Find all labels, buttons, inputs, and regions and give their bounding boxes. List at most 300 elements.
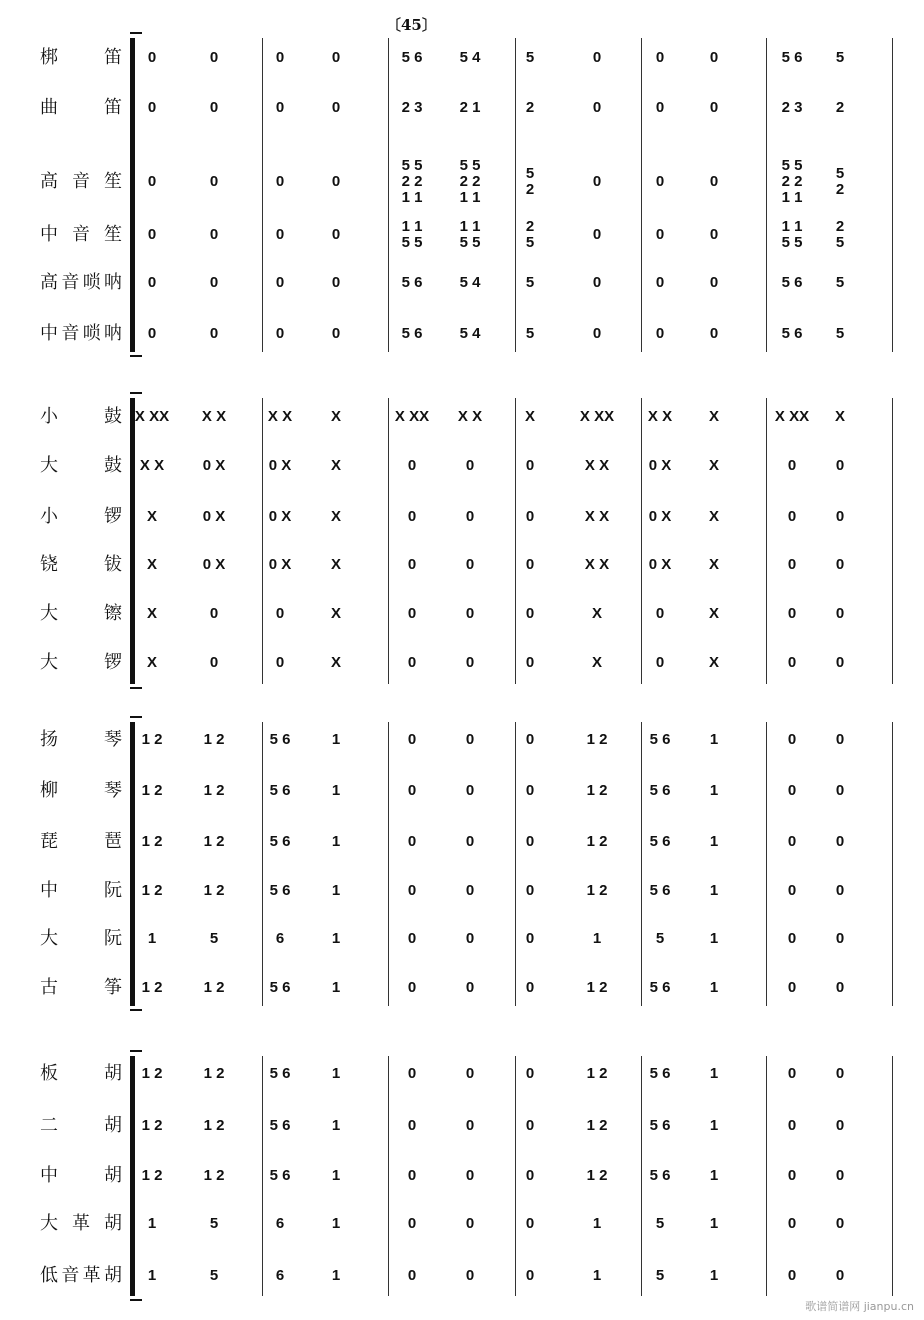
note: 5 6 xyxy=(781,49,803,66)
note: 5 xyxy=(655,930,665,947)
note: 0 xyxy=(407,930,417,947)
barline xyxy=(515,722,516,1006)
note: 0 xyxy=(655,49,665,66)
note: 0 xyxy=(787,882,797,899)
note: 0 xyxy=(592,99,602,116)
note: 5 6 xyxy=(269,731,291,748)
note: 0 xyxy=(835,457,845,474)
note: 0 xyxy=(709,226,719,243)
bracket-cap-top xyxy=(130,1050,142,1055)
barline xyxy=(262,398,263,684)
note: 0 xyxy=(407,731,417,748)
note: 0 xyxy=(407,508,417,525)
note: 5 xyxy=(525,325,535,342)
note: 0 xyxy=(787,731,797,748)
note: 0 xyxy=(835,782,845,799)
note: 0 xyxy=(465,1267,475,1284)
note: 0 xyxy=(525,731,535,748)
note: 5 2 xyxy=(835,165,845,198)
note: 0 xyxy=(407,1215,417,1232)
note: X xyxy=(330,508,341,525)
note: 1 xyxy=(147,930,157,947)
note: X X xyxy=(457,408,483,425)
bracket-cap-bottom xyxy=(130,355,142,360)
note: 2 xyxy=(835,99,845,116)
note: 0 xyxy=(835,508,845,525)
note: 1 2 xyxy=(586,882,608,899)
note: 0 xyxy=(275,99,285,116)
note: 0 xyxy=(787,1167,797,1184)
note: 0 X xyxy=(202,457,226,474)
barline xyxy=(766,38,767,352)
note: 0 xyxy=(407,782,417,799)
watermark: 歌谱简谱网 jianpu.cn xyxy=(805,1300,914,1313)
note: 0 xyxy=(525,508,535,525)
note: 0 xyxy=(525,979,535,996)
note: 2 1 xyxy=(459,99,481,116)
note: 0 xyxy=(209,173,219,190)
note: 5 6 xyxy=(401,325,423,342)
note: 1 xyxy=(709,1167,719,1184)
note: 5 6 xyxy=(269,833,291,850)
note: X xyxy=(330,654,341,671)
note: 2 5 xyxy=(835,218,845,251)
note: 0 xyxy=(525,1065,535,1082)
note: 0 xyxy=(465,833,475,850)
instrument-label: 曲 笛 xyxy=(40,97,122,118)
note: 1 xyxy=(709,1117,719,1134)
note: 0 xyxy=(465,930,475,947)
note: 0 xyxy=(465,556,475,573)
note: 0 xyxy=(147,274,157,291)
note: 0 xyxy=(835,882,845,899)
note: 0 xyxy=(407,1167,417,1184)
note: 0 xyxy=(465,1167,475,1184)
note: 2 5 xyxy=(525,218,535,251)
note: 0 xyxy=(835,731,845,748)
note: 1 2 xyxy=(203,731,225,748)
note: 1 1 5 5 xyxy=(781,218,803,251)
note: 5 xyxy=(655,1215,665,1232)
note: 0 xyxy=(465,1215,475,1232)
note: 0 xyxy=(787,1117,797,1134)
instrument-label: 柳 琴 xyxy=(40,780,122,801)
note: 0 xyxy=(592,49,602,66)
note: 5 6 xyxy=(649,882,671,899)
note: 0 xyxy=(147,226,157,243)
note: 1 1 5 5 xyxy=(459,218,481,251)
note: 0 xyxy=(407,979,417,996)
note: 1 2 xyxy=(203,1065,225,1082)
note: 1 2 xyxy=(586,833,608,850)
note: 0 xyxy=(407,556,417,573)
note: 0 xyxy=(709,274,719,291)
note: X xyxy=(708,654,719,671)
note: 1 xyxy=(592,930,602,947)
note: 0 xyxy=(465,508,475,525)
barline xyxy=(641,398,642,684)
note: 0 xyxy=(465,979,475,996)
note: 1 1 5 5 xyxy=(401,218,423,251)
note: X xyxy=(330,605,341,622)
instrument-label: 扬 琴 xyxy=(40,729,122,750)
note: 0 xyxy=(525,782,535,799)
note: X xyxy=(146,508,157,525)
note: 0 X xyxy=(268,508,292,525)
note: 1 2 xyxy=(586,1065,608,1082)
note: 5 6 xyxy=(401,49,423,66)
note: 6 xyxy=(275,1215,285,1232)
instrument-label: 小 锣 xyxy=(40,506,122,527)
note: 5 6 xyxy=(649,1117,671,1134)
note: 1 xyxy=(709,930,719,947)
note: 0 xyxy=(525,1267,535,1284)
note: 6 xyxy=(275,930,285,947)
bracket-cap-top xyxy=(130,716,142,721)
note: 0 xyxy=(835,1167,845,1184)
bracket-cap-top xyxy=(130,32,142,37)
note: 1 2 xyxy=(586,979,608,996)
note: 0 xyxy=(275,654,285,671)
instrument-label: 大 锣 xyxy=(40,652,122,673)
note: 1 2 xyxy=(586,1167,608,1184)
note: 5 6 xyxy=(649,979,671,996)
barline xyxy=(892,38,893,352)
barline xyxy=(892,722,893,1006)
note: 5 6 xyxy=(649,1065,671,1082)
note: 5 5 2 2 1 1 xyxy=(401,157,423,206)
note: 0 xyxy=(331,49,341,66)
note: 0 xyxy=(407,1117,417,1134)
note: 1 xyxy=(709,1267,719,1284)
barline xyxy=(766,398,767,684)
note: 0 xyxy=(835,1065,845,1082)
barline xyxy=(388,38,389,352)
note: 0 xyxy=(787,1267,797,1284)
note: 5 5 2 2 1 1 xyxy=(459,157,481,206)
instrument-label: 二 胡 xyxy=(40,1115,122,1136)
note: 1 xyxy=(331,782,341,799)
note: X xyxy=(591,654,602,671)
note: X xyxy=(708,508,719,525)
barline xyxy=(892,398,893,684)
note: 0 xyxy=(525,882,535,899)
note: 1 xyxy=(331,1065,341,1082)
note: 5 xyxy=(209,1267,219,1284)
group-bracket xyxy=(130,398,135,684)
note: 0 xyxy=(835,979,845,996)
note: 0 xyxy=(525,1215,535,1232)
note: 0 X xyxy=(268,457,292,474)
note: 1 xyxy=(709,731,719,748)
note: 5 5 2 2 1 1 xyxy=(781,157,803,206)
note: 5 6 xyxy=(269,979,291,996)
note: 1 xyxy=(709,833,719,850)
note: 0 xyxy=(525,1117,535,1134)
note: X XX xyxy=(134,408,170,425)
instrument-label: 大 镲 xyxy=(40,603,122,624)
note: 0 xyxy=(655,654,665,671)
note: 0 xyxy=(209,654,219,671)
note: 0 xyxy=(525,930,535,947)
note: X X xyxy=(584,556,610,573)
note: 0 X xyxy=(202,556,226,573)
note: 0 xyxy=(787,457,797,474)
note: 0 xyxy=(787,782,797,799)
note: X X xyxy=(139,457,165,474)
note: 5 6 xyxy=(649,782,671,799)
note: X xyxy=(330,556,341,573)
instrument-label: 梆 笛 xyxy=(40,47,122,68)
note: 1 xyxy=(331,1215,341,1232)
barline xyxy=(641,722,642,1006)
note: 5 xyxy=(525,274,535,291)
note: X xyxy=(146,605,157,622)
note: X xyxy=(834,408,845,425)
note: 1 xyxy=(331,1117,341,1134)
note: 5 6 xyxy=(401,274,423,291)
note: 5 6 xyxy=(269,1065,291,1082)
note: 0 X xyxy=(202,508,226,525)
note: 0 xyxy=(835,930,845,947)
note: 0 xyxy=(209,274,219,291)
note: X xyxy=(146,556,157,573)
note: 0 xyxy=(275,226,285,243)
instrument-label: 古 筝 xyxy=(40,977,122,998)
note: 0 xyxy=(147,99,157,116)
note: 0 xyxy=(525,605,535,622)
note: 5 6 xyxy=(649,731,671,748)
note: 0 xyxy=(331,274,341,291)
note: 5 xyxy=(835,49,845,66)
note: 0 xyxy=(525,833,535,850)
note: 0 xyxy=(709,325,719,342)
note: 1 2 xyxy=(141,782,163,799)
note: 0 xyxy=(331,325,341,342)
note: 5 4 xyxy=(459,49,481,66)
note: 0 xyxy=(655,274,665,291)
note: 0 xyxy=(407,833,417,850)
note: 5 6 xyxy=(649,833,671,850)
note: 1 2 xyxy=(203,882,225,899)
note: 5 6 xyxy=(781,274,803,291)
note: 1 2 xyxy=(141,882,163,899)
instrument-label: 铙 钹 xyxy=(40,554,122,575)
note: 0 xyxy=(465,782,475,799)
note: 0 xyxy=(592,325,602,342)
note: 1 xyxy=(709,1215,719,1232)
note: 0 xyxy=(655,173,665,190)
note: 5 xyxy=(525,49,535,66)
note: 5 4 xyxy=(459,325,481,342)
note: 1 xyxy=(331,833,341,850)
group-bracket xyxy=(130,38,135,352)
instrument-label: 小 鼓 xyxy=(40,406,122,427)
note: 0 xyxy=(655,99,665,116)
note: 0 xyxy=(407,1267,417,1284)
note: 1 2 xyxy=(586,782,608,799)
note: 0 xyxy=(787,605,797,622)
note: 0 xyxy=(407,882,417,899)
note: 0 xyxy=(275,49,285,66)
note: 0 xyxy=(525,1167,535,1184)
note: 0 xyxy=(835,1267,845,1284)
note: X XX xyxy=(394,408,430,425)
note: 0 xyxy=(331,99,341,116)
note: 1 2 xyxy=(586,1117,608,1134)
note: 1 xyxy=(147,1215,157,1232)
note: 5 2 xyxy=(525,165,535,198)
note: 0 xyxy=(787,930,797,947)
note: X xyxy=(708,457,719,474)
note: 1 xyxy=(147,1267,157,1284)
bracket-cap-top xyxy=(130,392,142,397)
note: 0 xyxy=(787,508,797,525)
note: 5 4 xyxy=(459,274,481,291)
note: X X xyxy=(267,408,293,425)
note: X xyxy=(330,408,341,425)
bracket-cap-bottom xyxy=(130,1299,142,1304)
rehearsal-mark: 〔45〕 xyxy=(386,16,437,34)
note: 5 6 xyxy=(269,1117,291,1134)
barline xyxy=(388,398,389,684)
note: X xyxy=(330,457,341,474)
note: 0 xyxy=(787,979,797,996)
note: X X xyxy=(201,408,227,425)
barline xyxy=(262,722,263,1006)
instrument-label: 中 胡 xyxy=(40,1165,122,1186)
note: 6 xyxy=(275,1267,285,1284)
barline xyxy=(892,1056,893,1296)
instrument-label: 中音笙 xyxy=(40,224,122,245)
note: 1 2 xyxy=(141,1117,163,1134)
group-bracket xyxy=(130,722,135,1006)
note: 0 xyxy=(209,49,219,66)
note: 0 xyxy=(835,654,845,671)
barline xyxy=(388,1056,389,1296)
note: 1 2 xyxy=(203,833,225,850)
note: 0 xyxy=(709,99,719,116)
note: 0 xyxy=(147,173,157,190)
note: 0 xyxy=(835,556,845,573)
note: 0 xyxy=(787,1215,797,1232)
note: 1 2 xyxy=(203,1117,225,1134)
note: 0 xyxy=(465,605,475,622)
note: 5 xyxy=(835,274,845,291)
note: 5 6 xyxy=(781,325,803,342)
note: 1 xyxy=(709,782,719,799)
note: 1 2 xyxy=(203,1167,225,1184)
note: 5 6 xyxy=(269,1167,291,1184)
note: 1 2 xyxy=(141,833,163,850)
instrument-label: 琵 琶 xyxy=(40,831,122,852)
note: 0 xyxy=(407,1065,417,1082)
note: 0 xyxy=(407,605,417,622)
note: 0 X xyxy=(268,556,292,573)
note: X X xyxy=(584,508,610,525)
note: 0 xyxy=(655,226,665,243)
note: 0 X xyxy=(648,457,672,474)
note: 0 xyxy=(209,325,219,342)
note: 0 xyxy=(465,1117,475,1134)
note: 1 2 xyxy=(141,979,163,996)
barline xyxy=(641,38,642,352)
note: 0 xyxy=(407,457,417,474)
note: 0 X xyxy=(648,508,672,525)
note: 0 xyxy=(787,556,797,573)
note: 0 xyxy=(655,325,665,342)
note: 5 xyxy=(209,930,219,947)
note: 0 xyxy=(787,833,797,850)
note: 5 xyxy=(209,1215,219,1232)
note: 0 xyxy=(465,1065,475,1082)
note: 0 xyxy=(525,457,535,474)
note: 0 xyxy=(465,457,475,474)
note: 0 xyxy=(209,226,219,243)
note: X X xyxy=(584,457,610,474)
note: 0 xyxy=(465,731,475,748)
note: 5 6 xyxy=(649,1167,671,1184)
bracket-cap-bottom xyxy=(130,687,142,692)
note: 1 xyxy=(331,930,341,947)
note: 1 2 xyxy=(141,1065,163,1082)
note: X xyxy=(591,605,602,622)
note: 1 2 xyxy=(141,1167,163,1184)
note: X X xyxy=(647,408,673,425)
instrument-label: 高音笙 xyxy=(40,171,122,192)
note: 0 xyxy=(592,173,602,190)
note: 1 xyxy=(331,731,341,748)
note: 1 xyxy=(709,979,719,996)
note: X xyxy=(708,605,719,622)
note: 0 xyxy=(275,173,285,190)
note: 0 xyxy=(592,226,602,243)
note: 0 xyxy=(709,49,719,66)
note: 0 xyxy=(275,605,285,622)
note: 0 xyxy=(592,274,602,291)
note: 0 xyxy=(209,99,219,116)
note: 0 xyxy=(209,605,219,622)
note: 0 xyxy=(835,1215,845,1232)
note: 1 xyxy=(331,979,341,996)
note: 0 X xyxy=(648,556,672,573)
note: 0 xyxy=(835,1117,845,1134)
barline xyxy=(766,1056,767,1296)
note: 0 xyxy=(331,173,341,190)
note: X xyxy=(524,408,535,425)
note: 1 2 xyxy=(586,731,608,748)
barline xyxy=(262,38,263,352)
barline xyxy=(766,722,767,1006)
note: 5 xyxy=(835,325,845,342)
note: X xyxy=(708,408,719,425)
instrument-label: 中音唢呐 xyxy=(40,323,122,344)
note: 0 xyxy=(331,226,341,243)
note: 1 xyxy=(592,1215,602,1232)
barline xyxy=(515,398,516,684)
note: 0 xyxy=(835,605,845,622)
note: 0 xyxy=(275,274,285,291)
note: 2 xyxy=(525,99,535,116)
note: 1 xyxy=(709,1065,719,1082)
note: 0 xyxy=(147,325,157,342)
note: 0 xyxy=(709,173,719,190)
note: 1 xyxy=(709,882,719,899)
barline xyxy=(388,722,389,1006)
note: 0 xyxy=(655,605,665,622)
note: 5 6 xyxy=(269,882,291,899)
note: 1 2 xyxy=(141,731,163,748)
